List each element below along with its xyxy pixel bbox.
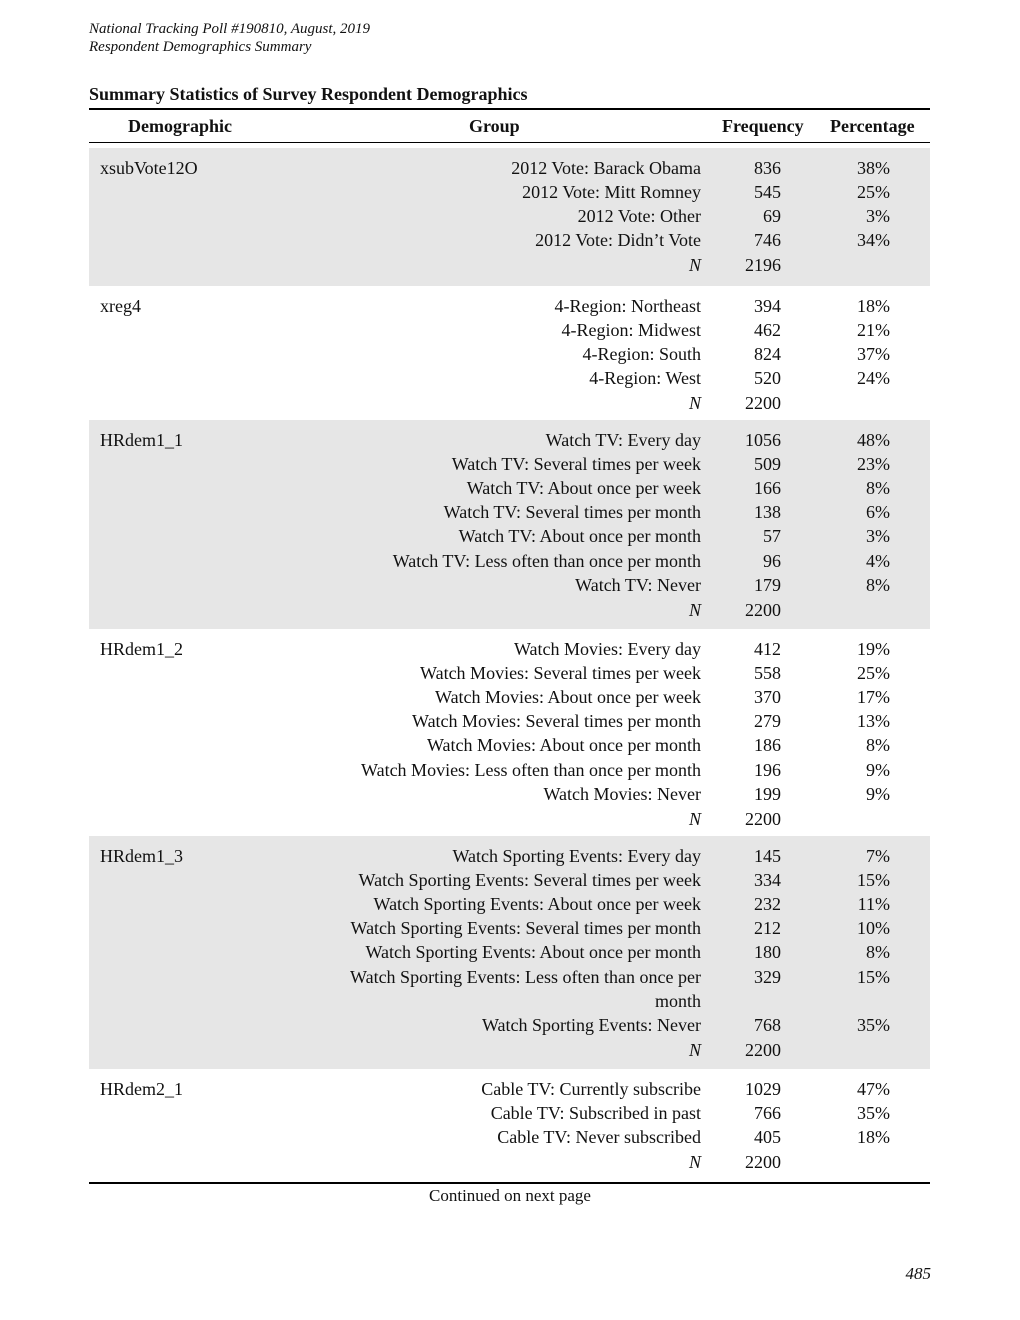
table-row: [89, 294, 930, 318]
group-label-continued: month: [654, 990, 701, 1011]
percentage-value: 37%: [857, 344, 890, 365]
group-label: Watch Movies: About once per month: [427, 735, 701, 756]
table-row: [89, 1077, 930, 1101]
percentage-value: 3%: [866, 526, 890, 547]
n-label: N: [688, 808, 701, 829]
group-label: Watch Sporting Events: Several times per week: [358, 870, 701, 891]
percentage-value: 15%: [857, 966, 890, 987]
frequency-value: 179: [754, 574, 781, 595]
group-label: Watch Sporting Events: About once per week: [373, 894, 701, 915]
table-row: [89, 685, 930, 709]
demographic-label: HRdem1_2: [100, 639, 183, 659]
table-row: [89, 204, 930, 228]
frequency-value: 180: [754, 942, 781, 963]
n-total-row: [89, 1150, 930, 1174]
col-header-frequency: Frequency: [722, 116, 804, 136]
frequency-value: 196: [754, 759, 781, 780]
percentage-value: 7%: [866, 846, 890, 866]
demographic-label: HRdem2_1: [100, 1079, 183, 1099]
col-header-demographic: Demographic: [128, 116, 232, 136]
n-value: 2200: [745, 1039, 781, 1060]
n-value: 2200: [745, 393, 781, 414]
frequency-value: 545: [754, 182, 781, 203]
header-bottom-rule: [89, 142, 930, 143]
group-label: Cable TV: Currently subscribe: [481, 1079, 701, 1099]
frequency-value: 1056: [745, 430, 781, 450]
demographic-label: xsubVote12O: [100, 158, 198, 178]
group-label: Watch Sporting Events: Every day: [452, 846, 701, 866]
table-row: [89, 782, 930, 806]
group-label: Cable TV: Subscribed in past: [490, 1103, 701, 1124]
running-header: [89, 20, 370, 56]
group-label: 2012 Vote: Other: [577, 206, 701, 227]
group-label: 4-Region: Northeast: [554, 296, 701, 316]
frequency-value: 1029: [745, 1079, 781, 1099]
frequency-value: 462: [754, 320, 781, 341]
group-label: 4-Region: South: [582, 344, 701, 365]
frequency-value: 57: [763, 526, 781, 547]
percentage-value: 8%: [866, 735, 890, 756]
group-label: Watch Movies: Several times per month: [412, 711, 701, 732]
table-row: [89, 661, 930, 685]
table-row: [89, 476, 930, 500]
group-label: Watch Sporting Events: Never: [482, 1014, 701, 1035]
table-row: [89, 733, 930, 757]
table-row: [89, 916, 930, 940]
demographic-label: xreg4: [100, 296, 141, 316]
continued-note: Continued on next page: [429, 1186, 591, 1205]
n-total-row: [89, 253, 930, 277]
table-row: [89, 1125, 930, 1149]
table-section: [89, 148, 930, 286]
percentage-value: 25%: [857, 182, 890, 203]
percentage-value: 8%: [866, 942, 890, 963]
percentage-value: 4%: [866, 550, 890, 571]
n-label: N: [688, 599, 701, 620]
group-label: 2012 Vote: Barack Obama: [511, 158, 701, 178]
table-section: [89, 420, 930, 629]
table-row: [89, 709, 930, 733]
group-label: Watch Movies: Several times per week: [420, 663, 701, 684]
frequency-value: 69: [763, 206, 781, 227]
table-row: [89, 637, 930, 661]
frequency-value: 199: [754, 783, 781, 804]
table-row: [89, 549, 930, 573]
table-row: [89, 366, 930, 390]
demographic-label: HRdem1_3: [100, 846, 183, 866]
frequency-value: 768: [754, 1014, 781, 1035]
n-label: N: [688, 1152, 701, 1173]
table-section: [89, 629, 930, 836]
table-row: [89, 180, 930, 204]
frequency-value: 836: [754, 158, 781, 178]
percentage-value: 3%: [866, 206, 890, 227]
table-row: [89, 965, 930, 989]
col-header-percentage: Percentage: [830, 116, 915, 136]
frequency-value: 394: [754, 296, 781, 316]
frequency-value: 520: [754, 368, 781, 389]
table-row: [89, 892, 930, 916]
table-row: [89, 1013, 930, 1037]
table-bottom-rule: [89, 1182, 930, 1184]
table-row: [89, 500, 930, 524]
group-label: Watch Movies: Less often than once per month: [361, 759, 701, 780]
n-total-row: [89, 598, 930, 622]
percentage-value: 18%: [857, 296, 890, 316]
n-label: N: [688, 255, 701, 276]
percentage-value: 34%: [857, 230, 890, 251]
n-value: 2200: [745, 1152, 781, 1173]
group-label: Watch Movies: About once per week: [435, 687, 701, 708]
header-poll-title: National Tracking Poll #190810, August, 2019: [89, 21, 370, 37]
table-section: [89, 1069, 930, 1182]
frequency-value: 212: [754, 918, 781, 939]
frequency-value: 746: [754, 230, 781, 251]
frequency-value: 96: [763, 550, 781, 571]
table-row: [89, 1101, 930, 1125]
frequency-value: 329: [754, 966, 781, 987]
group-label: Watch Sporting Events: Several times per month: [350, 918, 701, 939]
group-label: Watch TV: Several times per week: [451, 454, 701, 475]
percentage-value: 6%: [866, 502, 890, 523]
group-label: 4-Region: Midwest: [561, 320, 701, 341]
n-total-row: [89, 1038, 930, 1062]
table-section: [89, 286, 930, 420]
table-section: [89, 836, 930, 1069]
frequency-value: 412: [754, 639, 781, 659]
percentage-value: 48%: [857, 430, 890, 450]
frequency-value: 186: [754, 735, 781, 756]
table-row-continuation: [89, 989, 930, 1013]
frequency-value: 558: [754, 663, 781, 684]
frequency-value: 166: [754, 478, 781, 499]
group-label: Watch TV: Several times per month: [443, 502, 701, 523]
n-value: 2196: [745, 255, 781, 276]
percentage-value: 9%: [866, 783, 890, 804]
table-row: [89, 868, 930, 892]
group-label: 4-Region: West: [589, 368, 701, 389]
group-label: Watch TV: About once per month: [458, 526, 701, 547]
group-label: Watch Movies: Never: [543, 783, 701, 804]
percentage-value: 23%: [857, 454, 890, 475]
percentage-value: 35%: [857, 1103, 890, 1124]
n-label: N: [688, 1039, 701, 1060]
percentage-value: 10%: [857, 918, 890, 939]
frequency-value: 370: [754, 687, 781, 708]
group-label: Cable TV: Never subscribed: [497, 1127, 701, 1148]
table-row: [89, 452, 930, 476]
percentage-value: 13%: [857, 711, 890, 732]
group-label: Watch Sporting Events: Less often than once per: [350, 966, 701, 987]
table-row: [89, 573, 930, 597]
percentage-value: 24%: [857, 368, 890, 389]
group-label: 2012 Vote: Didn’t Vote: [535, 230, 701, 251]
percentage-value: 9%: [866, 759, 890, 780]
table-row: [89, 524, 930, 548]
percentage-value: 38%: [857, 158, 890, 178]
group-label: 2012 Vote: Mitt Romney: [522, 182, 701, 203]
frequency-value: 334: [754, 870, 781, 891]
percentage-value: 19%: [857, 639, 890, 659]
col-header-group: Group: [469, 116, 520, 136]
table-row: [89, 428, 930, 452]
frequency-value: 509: [754, 454, 781, 475]
percentage-value: 47%: [857, 1079, 890, 1099]
n-value: 2200: [745, 599, 781, 620]
table-row: [89, 844, 930, 868]
group-label: Watch TV: Never: [575, 574, 701, 595]
frequency-value: 138: [754, 502, 781, 523]
page-number: 485: [905, 1264, 931, 1283]
frequency-value: 766: [754, 1103, 781, 1124]
table-top-rule: [89, 108, 930, 110]
group-label: Watch TV: Every day: [545, 430, 701, 450]
header-subtitle: Respondent Demographics Summary: [89, 39, 312, 55]
table-row: [89, 156, 930, 180]
percentage-value: 11%: [857, 894, 890, 915]
frequency-value: 145: [754, 846, 781, 866]
percentage-value: 25%: [857, 663, 890, 684]
demographic-label: HRdem1_1: [100, 430, 183, 450]
percentage-value: 35%: [857, 1014, 890, 1035]
percentage-value: 17%: [857, 687, 890, 708]
n-total-row: [89, 391, 930, 415]
percentage-value: 18%: [857, 1127, 890, 1148]
percentage-value: 21%: [857, 320, 890, 341]
group-label: Watch TV: Less often than once per month: [392, 550, 701, 571]
frequency-value: 405: [754, 1127, 781, 1148]
table-row: [89, 940, 930, 964]
group-label: Watch Sporting Events: About once per month: [365, 942, 701, 963]
percentage-value: 15%: [857, 870, 890, 891]
table-row: [89, 342, 930, 366]
group-label: Watch TV: About once per week: [466, 478, 701, 499]
percentage-value: 8%: [866, 478, 890, 499]
n-total-row: [89, 807, 930, 831]
table-row: [89, 318, 930, 342]
table-title: Summary Statistics of Survey Respondent Demographics: [89, 84, 528, 104]
group-label: Watch Movies: Every day: [514, 639, 701, 659]
percentage-value: 8%: [866, 574, 890, 595]
table-row: [89, 758, 930, 782]
frequency-value: 824: [754, 344, 781, 365]
table-row: [89, 228, 930, 252]
n-value: 2200: [745, 808, 781, 829]
frequency-value: 279: [754, 711, 781, 732]
n-label: N: [688, 393, 701, 414]
frequency-value: 232: [754, 894, 781, 915]
